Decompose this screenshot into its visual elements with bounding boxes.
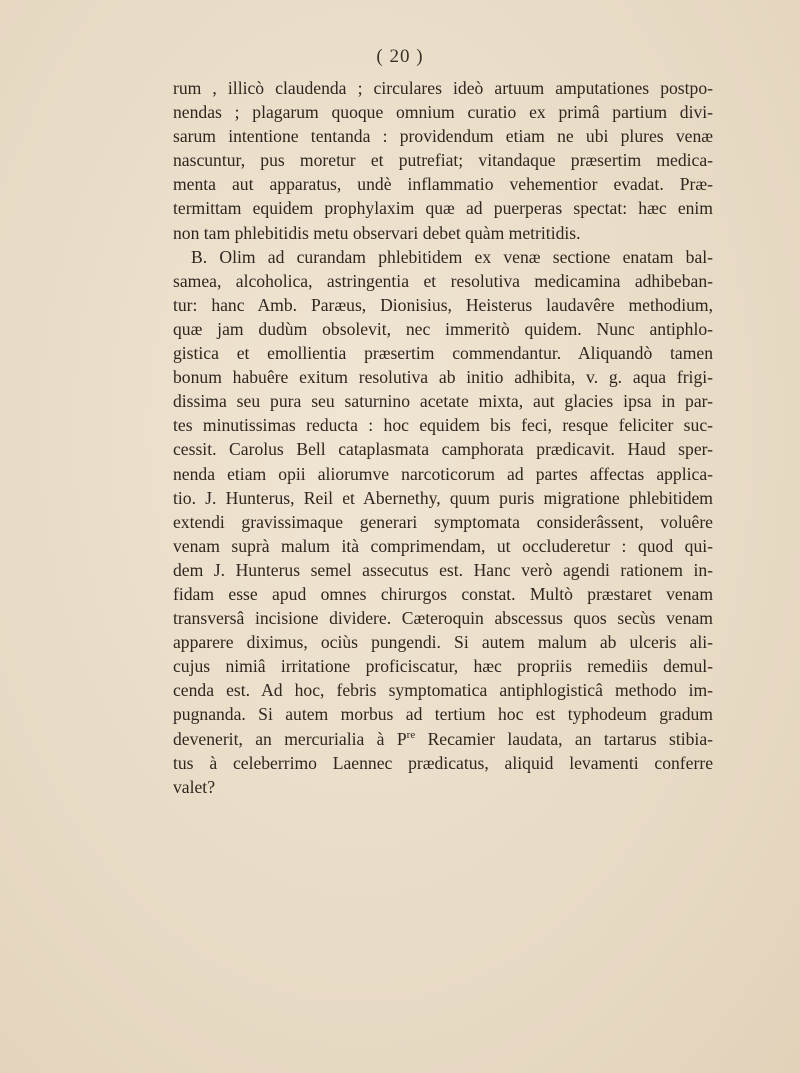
text-line: nendas ; plagarum quoque omnium curatio ex primâ partium divi- xyxy=(173,102,713,123)
paragraph-1 xyxy=(173,76,713,245)
text-line: samea, alcoholica, astringentia et resolutiva medicamina adhibeban- xyxy=(173,270,713,291)
text-segment: devenerit, an mercurialia à xyxy=(173,728,397,749)
text-line: valet? xyxy=(173,776,215,797)
text-line: sarum intentione tentanda : providendum etiam ne ubi plures venæ xyxy=(173,126,713,147)
text-line: nascuntur, pus moretur et putrefiat; vitandaque præsertim medica- xyxy=(173,150,713,171)
text-line-with-superscript xyxy=(173,727,713,751)
text-line: apparere diximus, ociùs pungendi. Si autem malum ab ulceris ali- xyxy=(173,632,713,653)
body-text xyxy=(173,76,713,799)
text-line: extendi gravissimaque generari symptomata considerâssent, voluêre xyxy=(173,511,713,532)
abbreviation-base: P xyxy=(396,728,407,749)
text-line: dissima seu pura seu saturnino acetate mixta, aut glacies ipsa in par- xyxy=(173,391,713,412)
text-line: termittam equidem prophylaxim quæ ad puerperas spectat: hæc enim xyxy=(173,198,713,219)
superscript: re xyxy=(406,728,416,741)
text-line: menta aut apparatus, undè inflammatio vehementior evadat. Præ- xyxy=(173,174,713,195)
text-line: cujus nimiâ irritatione proficiscatur, hæc propriis remediis demul- xyxy=(173,656,713,677)
paragraph-2 xyxy=(173,245,713,799)
text-line: gistica et emollientia præsertim commendantur. Aliquandò tamen xyxy=(173,343,713,364)
text-line: tus à celeberrimo Laennec prædicatus, aliquid levamenti conferre xyxy=(173,752,713,773)
text-line: transversâ incisione dividere. Cæteroquin abscessus quos secùs venam xyxy=(173,608,713,629)
text-line: tes minutissimas reducta : hoc equidem bis feci, resque feliciter suc- xyxy=(173,415,713,436)
text-line: dem J. Hunterus semel assecutus est. Hanc verò agendi rationem in- xyxy=(173,559,713,580)
text-line: rum , illicò claudenda ; circulares ideò artuum amputationes postpo- xyxy=(173,78,713,98)
text-line: bonum habuêre exitum resolutiva ab initio adhibita, v. g. aqua frigi- xyxy=(173,367,713,388)
text-line: pugnanda. Si autem morbus ad tertium hoc est typhodeum gradum xyxy=(173,704,713,725)
text-line: tur: hanc Amb. Paræus, Dionisius, Heisterus laudavêre methodium, xyxy=(173,294,713,315)
text-line: B. Olim ad curandam phlebitidem ex venæ sectione enatam bal- xyxy=(191,246,713,267)
text-line: quæ jam dudùm obsolevit, nec immeritò quidem. Nunc antiphlo- xyxy=(173,318,713,339)
text-line: cessit. Carolus Bell cataplasmata camphorata prædicavit. Haud sper- xyxy=(173,439,713,460)
page-number: ( 20 ) xyxy=(376,46,424,67)
text-line: tio. J. Hunterus, Reil et Abernethy, quum puris migratione phlebitidem xyxy=(173,487,713,508)
text-line: cenda est. Ad hoc, febris symptomatica antiphlogisticâ methodo im- xyxy=(173,680,713,701)
text-line: non tam phlebitidis metu observari debet quàm metritidis. xyxy=(173,222,581,243)
text-line: venam suprà malum ità comprimendam, ut occluderetur : quod qui- xyxy=(173,535,713,556)
text-line: fidam esse apud omnes chirurgos constat. Multò præstaret venam xyxy=(173,583,713,604)
text-segment: Recamier laudata, an tartarus stibia- xyxy=(415,728,713,749)
text-line: nenda etiam opii aliorumve narcoticorum ad partes affectas applica- xyxy=(173,463,713,484)
